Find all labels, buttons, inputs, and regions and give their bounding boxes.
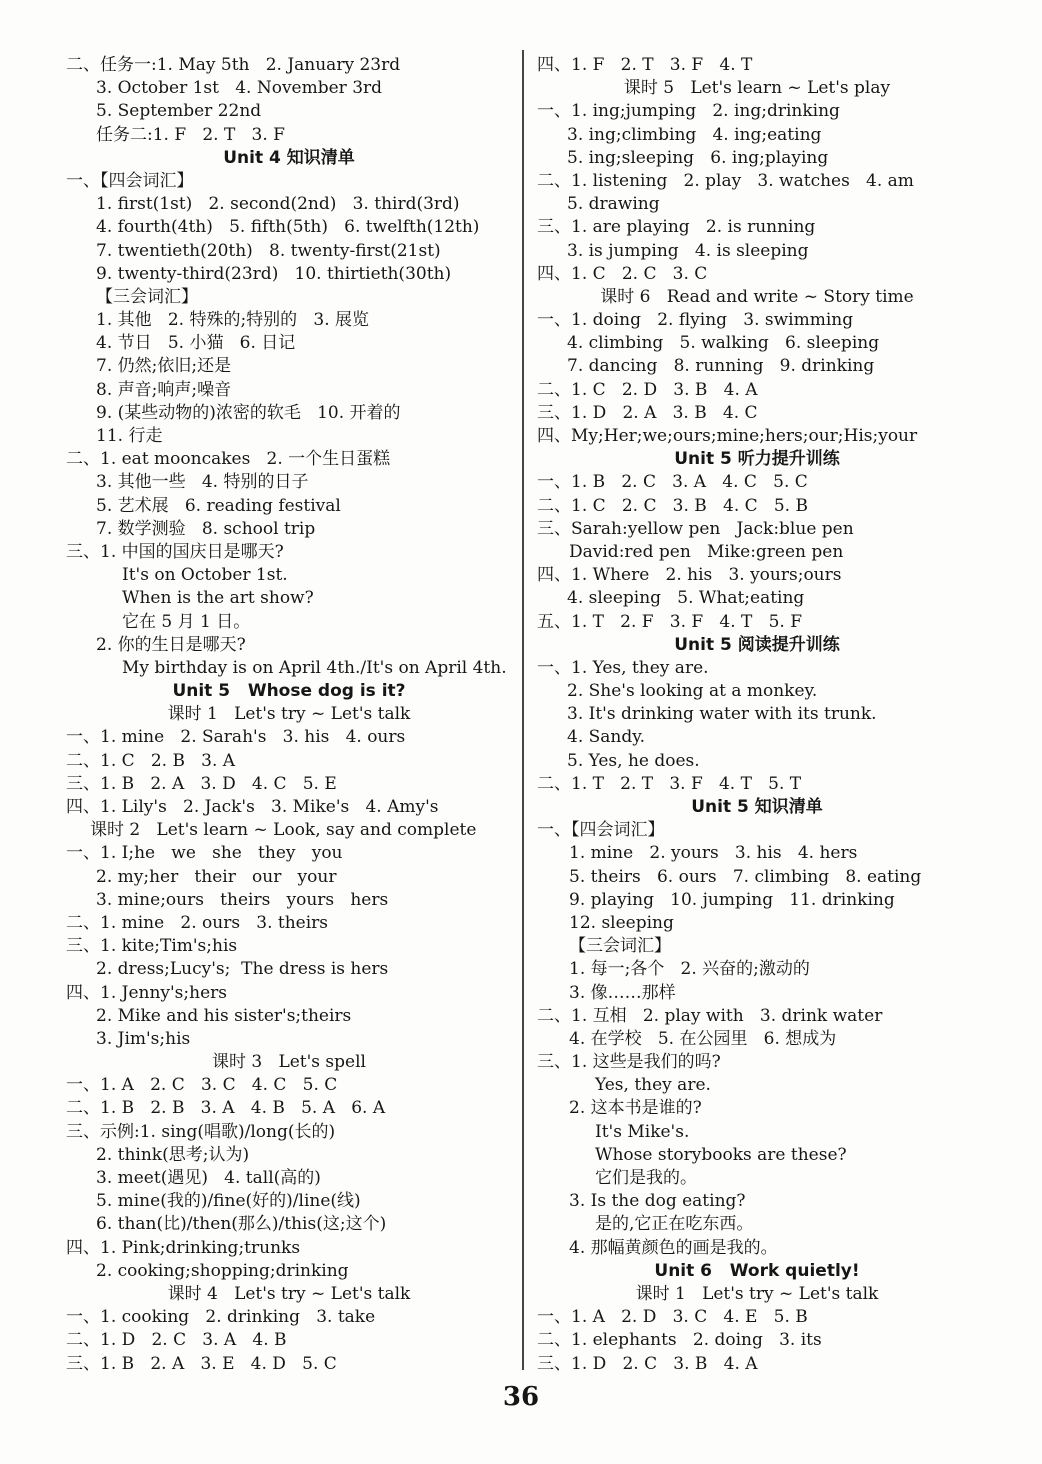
section-heading: 课时 1 Let's try ~ Let's talk <box>167 704 411 725</box>
answer-line: 三、1. B 2. A 3. E 4. D 5. C <box>66 1353 337 1374</box>
answer-line: 4. 节日 5. 小猫 6. 日记 <box>96 333 296 354</box>
answer-line: 一、1. I;he we she they you <box>66 843 343 864</box>
answer-line: 3. Jim's;his <box>96 1028 191 1049</box>
answer-line: 三、Sarah:yellow pen Jack:blue pen <box>537 518 854 539</box>
answer-line: 二、1. eat mooncakes 2. 一个生日蛋糕 <box>66 449 391 470</box>
section-heading: Unit 6 Work quietly! <box>654 1260 860 1281</box>
answer-line: 二、1. D 2. C 3. A 4. B <box>66 1330 287 1351</box>
answer-line: 一、1. doing 2. flying 3. swimming <box>537 310 854 331</box>
answer-line: My birthday is on April 4th./It's on April 4th. <box>122 657 507 678</box>
answer-line: 三、1. kite;Tim's;his <box>66 936 238 957</box>
answer-line: 3. It's drinking water with its trunk. <box>567 704 877 725</box>
answer-line: 5. mine(我的)/fine(好的)/line(线) <box>96 1191 361 1212</box>
section-heading: 课时 1 Let's try ~ Let's talk <box>635 1283 879 1304</box>
answer-line: 3. mine;ours theirs yours hers <box>96 889 389 910</box>
answer-line: 【三会词汇】 <box>569 936 671 957</box>
answer-line: 2. 你的生日是哪天? <box>96 634 246 655</box>
answer-line: 一、【四会词汇】 <box>537 820 665 841</box>
answer-line: 三、1. 这些是我们的吗? <box>537 1052 721 1073</box>
section-heading: 课时 3 Let's spell <box>212 1052 366 1073</box>
page-number: 36 <box>502 1382 540 1412</box>
section-heading: Unit 5 Whose dog is it? <box>172 681 406 702</box>
answer-line: 四、1. Jenny's;hers <box>66 982 227 1003</box>
answer-line: 四、1. C 2. C 3. C <box>537 263 708 284</box>
answer-line: 四、1. F 2. T 3. F 4. T <box>537 55 753 75</box>
answer-line: 五、1. T 2. F 3. F 4. T 5. F <box>537 611 803 632</box>
answer-line: 5. 艺术展 6. reading festival <box>96 495 341 516</box>
answer-line: 一、1. A 2. D 3. C 4. E 5. B <box>537 1307 808 1328</box>
answer-line: 2. dress;Lucy's; The dress is hers <box>96 959 389 980</box>
answer-line: 1. first(1st) 2. second(2nd) 3. third(3rd) <box>96 194 460 215</box>
answer-line: 一、1. B 2. C 3. A 4. C 5. C <box>537 472 808 493</box>
answer-line: 任务二:1. F 2. T 3. F <box>96 124 285 145</box>
answer-line: 二、1. C 2. B 3. A <box>66 750 236 771</box>
answer-line: 3. Is the dog eating? <box>569 1191 746 1212</box>
answer-line: 7. 仍然;依旧;还是 <box>96 356 232 377</box>
section-heading: Unit 5 听力提升训练 <box>674 449 840 470</box>
answer-line: 二、1. mine 2. ours 3. theirs <box>66 912 329 933</box>
answer-line: 4. 那幅黄颜色的画是我的。 <box>569 1237 778 1258</box>
answer-line: 1. 其他 2. 特殊的;特别的 3. 展览 <box>96 310 370 331</box>
answer-line: 3. meet(遇见) 4. tall(高的) <box>96 1168 321 1188</box>
answer-line: 4. Sandy. <box>567 727 645 748</box>
answer-line: 三、1. 中国的国庆日是哪天? <box>66 541 284 562</box>
answer-line: 3. 其他一些 4. 特别的日子 <box>96 472 309 493</box>
section-heading: 课时 5 Let's learn ~ Let's play <box>623 78 891 99</box>
answer-line: 9. twenty-third(23rd) 10. thirtieth(30th) <box>96 263 452 284</box>
answer-line: 它们是我的。 <box>595 1168 697 1188</box>
answer-line: Yes, they are. <box>595 1075 711 1096</box>
answer-line: 3. is jumping 4. is sleeping <box>567 240 809 261</box>
section-heading: 课时 6 Read and write ~ Story time <box>600 286 914 307</box>
answer-line: 3. ing;climbing 4. ing;eating <box>567 124 822 145</box>
answer-line: 【三会词汇】 <box>96 286 198 307</box>
section-heading: Unit 5 知识清单 <box>691 797 823 817</box>
answer-line: 三、1. D 2. C 3. B 4. A <box>537 1353 758 1374</box>
answer-line: 3. October 1st 4. November 3rd <box>96 78 383 99</box>
answer-line: 2. 这本书是谁的? <box>569 1098 702 1119</box>
answer-line: 1. mine 2. yours 3. his 4. hers <box>569 843 858 864</box>
answer-line: 2. She's looking at a monkey. <box>567 681 818 702</box>
section-heading: Unit 5 阅读提升训练 <box>674 634 840 655</box>
answer-line: 2. my;her their our your <box>96 866 337 887</box>
answer-line: 它在 5 月 1 日。 <box>122 611 251 632</box>
answer-line: 2. Mike and his sister's;theirs <box>96 1005 352 1026</box>
answer-line: 4. fourth(4th) 5. fifth(5th) 6. twelfth(12th) <box>96 217 480 238</box>
answer-line: 一、1. Yes, they are. <box>537 657 709 678</box>
answer-line: 二、任务一:1. May 5th 2. January 23rd <box>66 55 401 75</box>
answer-line: 1. 每一;各个 2. 兴奋的;激动的 <box>569 959 810 980</box>
answer-line: 三、示例:1. sing(唱歌)/long(长的) <box>66 1121 336 1142</box>
answer-line: 4. climbing 5. walking 6. sleeping <box>567 333 880 354</box>
answer-line: 二、1. 互相 2. play with 3. drink water <box>537 1005 883 1026</box>
answer-line: 一、【四会词汇】 <box>66 170 194 191</box>
answer-line: 9. (某些动物的)浓密的软毛 10. 开着的 <box>96 402 401 423</box>
answer-line: 一、1. cooking 2. drinking 3. take <box>66 1307 376 1328</box>
answer-line: 7. dancing 8. running 9. drinking <box>567 356 875 377</box>
answer-line: 8. 声音;响声;噪音 <box>96 379 232 400</box>
answer-line: 四、1. Pink;drinking;trunks <box>66 1237 301 1258</box>
answer-line: 二、1. T 2. T 3. F 4. T 5. T <box>537 773 802 794</box>
answer-line: 6. than(比)/then(那么)/this(这;这个) <box>96 1214 387 1235</box>
answer-line: 3. 像……那样 <box>569 982 676 1003</box>
answer-line: It's Mike's. <box>595 1121 690 1142</box>
answer-line: 二、1. listening 2. play 3. watches 4. am <box>537 170 914 191</box>
answer-line: 四、1. Where 2. his 3. yours;ours <box>537 565 842 586</box>
answer-line: 二、1. elephants 2. doing 3. its <box>537 1330 822 1351</box>
answer-line: 一、1. ing;jumping 2. ing;drinking <box>537 101 840 122</box>
answer-line: 一、1. mine 2. Sarah's 3. his 4. ours <box>66 727 406 748</box>
column-divider <box>522 50 524 1370</box>
answer-line: 4. 在学校 5. 在公园里 6. 想成为 <box>569 1028 837 1049</box>
answer-line: 是的,它正在吃东西。 <box>595 1214 754 1235</box>
answer-line: 5. theirs 6. ours 7. climbing 8. eating <box>569 866 922 887</box>
answer-line: 9. playing 10. jumping 11. drinking <box>569 889 895 910</box>
answer-line: 课时 2 Let's learn ~ Look, say and complete <box>90 820 477 841</box>
answer-line: 5. September 22nd <box>96 101 262 122</box>
answer-line: 一、1. A 2. C 3. C 4. C 5. C <box>66 1075 338 1096</box>
answer-line: 二、1. B 2. B 3. A 4. B 5. A 6. A <box>66 1098 386 1119</box>
answer-line: 四、My;Her;we;ours;mine;hers;our;His;your <box>537 426 918 446</box>
right-column <box>537 54 977 1376</box>
answer-line: 四、1. Lily's 2. Jack's 3. Mike's 4. Amy's <box>66 797 439 817</box>
answer-line: 5. ing;sleeping 6. ing;playing <box>567 147 829 168</box>
answer-line: 三、1. D 2. A 3. B 4. C <box>537 402 758 423</box>
answer-line: 7. twentieth(20th) 8. twenty-first(21st) <box>96 240 441 261</box>
answer-line: David:red pen Mike:green pen <box>569 541 844 562</box>
answer-line: 7. 数学测验 8. school trip <box>96 518 316 539</box>
answer-line: When is the art show? <box>122 588 314 609</box>
answer-line: 5. drawing <box>567 194 660 215</box>
answer-line: 5. Yes, he does. <box>567 750 700 771</box>
answer-line: 二、1. C 2. C 3. B 4. C 5. B <box>537 495 808 516</box>
answer-line: Whose storybooks are these? <box>595 1144 847 1165</box>
answer-line: 2. cooking;shopping;drinking <box>96 1260 349 1281</box>
answer-line: It's on October 1st. <box>122 565 288 586</box>
section-heading: Unit 4 知识清单 <box>223 147 355 168</box>
answer-line: 三、1. B 2. A 3. D 4. C 5. E <box>66 773 337 794</box>
answer-line: 11. 行走 <box>96 426 163 446</box>
answer-line: 2. think(思考;认为) <box>96 1144 250 1165</box>
section-heading: 课时 4 Let's try ~ Let's talk <box>167 1283 411 1304</box>
answer-line: 12. sleeping <box>569 912 674 933</box>
answer-line: 三、1. are playing 2. is running <box>537 217 816 238</box>
answer-line: 二、1. C 2. D 3. B 4. A <box>537 379 758 400</box>
answer-line: 4. sleeping 5. What;eating <box>567 588 805 609</box>
left-column <box>66 54 512 1376</box>
